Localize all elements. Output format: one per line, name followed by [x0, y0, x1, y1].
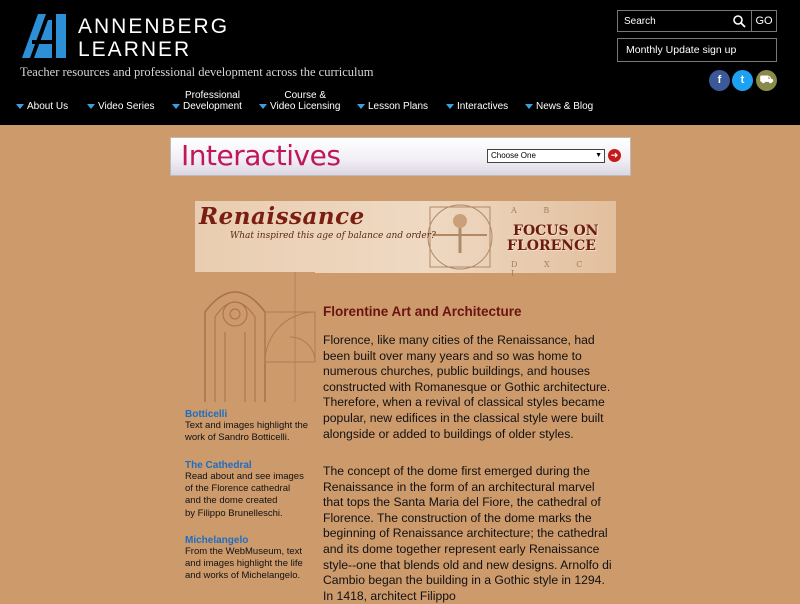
banner-subtitle: What inspired this age of balance and order? — [230, 231, 436, 241]
chevron-down-icon — [16, 104, 24, 109]
nav-about-us[interactable] — [16, 101, 68, 112]
botticelli-desc-2: work of Sandro Botticelli. — [185, 432, 290, 444]
nav-professional-development[interactable] — [172, 90, 242, 112]
search-go-button[interactable]: GO — [751, 10, 777, 32]
cathedral-desc-3: and the dome created — [185, 495, 278, 507]
site-header — [0, 0, 800, 125]
sidebar-item-michelangelo — [185, 535, 325, 583]
banner-title: Renaissance — [199, 203, 365, 230]
article-title: Florentine Art and Architecture — [323, 304, 522, 319]
cathedral-link[interactable]: The Cathedral — [185, 460, 252, 471]
nav-professional-development-label — [183, 90, 242, 112]
chevron-down-icon — [259, 104, 267, 109]
chevron-down-icon — [172, 104, 180, 109]
nav-news-blog-label: News & Blog — [536, 101, 594, 112]
nav-video-series-label: Video Series — [98, 101, 155, 112]
botticelli-desc-1: Text and images highlight the — [185, 420, 309, 431]
interactives-select[interactable]: Choose One ▼ — [487, 149, 605, 163]
nav-course-label — [270, 90, 340, 112]
michelangelo-link[interactable]: Michelangelo — [185, 535, 249, 546]
nav-lesson-plans-label: Lesson Plans — [368, 101, 429, 112]
chevron-down-icon — [357, 104, 365, 109]
renaissance-banner — [195, 201, 616, 278]
michelangelo-desc-2: and images highlight the life — [185, 558, 303, 570]
cathedral-desc-1: Read about and see images — [185, 471, 304, 482]
sidebar-item-botticelli — [185, 409, 325, 444]
site-tagline: Teacher resources and professional development across the curriculum — [20, 65, 374, 79]
botticelli-link[interactable]: Botticelli — [185, 409, 228, 420]
nav-interactives-label: Interactives — [457, 101, 509, 112]
nav-news-blog[interactable] — [525, 101, 593, 112]
sidebar-item-cathedral — [185, 460, 325, 520]
nav-course-line1: Course & — [284, 90, 327, 101]
banner-letters-bottom: D X C I — [511, 260, 595, 278]
gothic-architecture-illustration — [195, 272, 315, 402]
nav-lesson-plans[interactable] — [357, 101, 428, 112]
michelangelo-desc-1: From the WebMuseum, text — [185, 546, 303, 557]
nav-prof-line1: Professional — [184, 90, 240, 101]
arrow-right-icon[interactable]: ➜ — [608, 149, 621, 162]
chevron-down-icon — [87, 104, 95, 109]
facebook-icon[interactable]: f — [709, 70, 730, 91]
cart-icon[interactable]: ⛟ — [756, 70, 777, 91]
twitter-icon[interactable]: t — [732, 70, 753, 91]
florence-label: FLORENCE — [507, 238, 596, 254]
logo-icon[interactable] — [18, 10, 70, 60]
nav-course-line2: Video Licensing — [270, 101, 341, 112]
article-paragraph-1: Florence, like many cities of the Renaissance, had been built over many years and so was home to numerous churches, public buildings, and houses constructed with Romanesque or Gothic architecture. Therefore, when a revival of classical styles became popular, new edifices in the classical style were built alongside or added to buildings of older styles. — [323, 333, 611, 441]
banner-letters-top: A B — [511, 206, 562, 215]
chevron-down-icon — [446, 104, 454, 109]
nav-video-series[interactable] — [87, 101, 155, 112]
interactives-bar — [170, 137, 631, 176]
cathedral-desc-4: by Filippo Brunelleschi. — [185, 507, 283, 519]
nav-interactives[interactable] — [446, 101, 508, 112]
cathedral-desc-2: of the Florence cathedral — [185, 483, 291, 495]
chevron-down-icon — [525, 104, 533, 109]
interactives-title: Interactives — [181, 139, 341, 172]
michelangelo-desc-3: and works of Michelangelo. — [185, 570, 301, 582]
search-icon[interactable] — [732, 14, 746, 28]
nav-course-video-licensing[interactable] — [259, 90, 340, 112]
brand-name-line2[interactable]: LEARNER — [78, 38, 192, 61]
article-paragraph-2: The concept of the dome first emerged during the Renaissance in the form of an architectural marvel that tops the Santa Maria del Fiore, the cathedral of Florence. The construction of the dome marks the beginning of Renaissance architecture; the cathedral and its dome together represent early Renaissance style--one that blends old and new designs. Arnolfo di Cambio began the building in a Gothic style in 1294. In 1418, architect Filippo — [323, 464, 612, 603]
nav-prof-line2: Development — [183, 101, 242, 112]
monthly-update-signup-button[interactable]: Monthly Update sign up — [617, 38, 777, 62]
nav-about-us-label: About Us — [27, 101, 69, 112]
brand-name-line1[interactable]: ANNENBERG — [78, 15, 230, 38]
focus-on-label: FOCUS ON — [513, 223, 599, 239]
